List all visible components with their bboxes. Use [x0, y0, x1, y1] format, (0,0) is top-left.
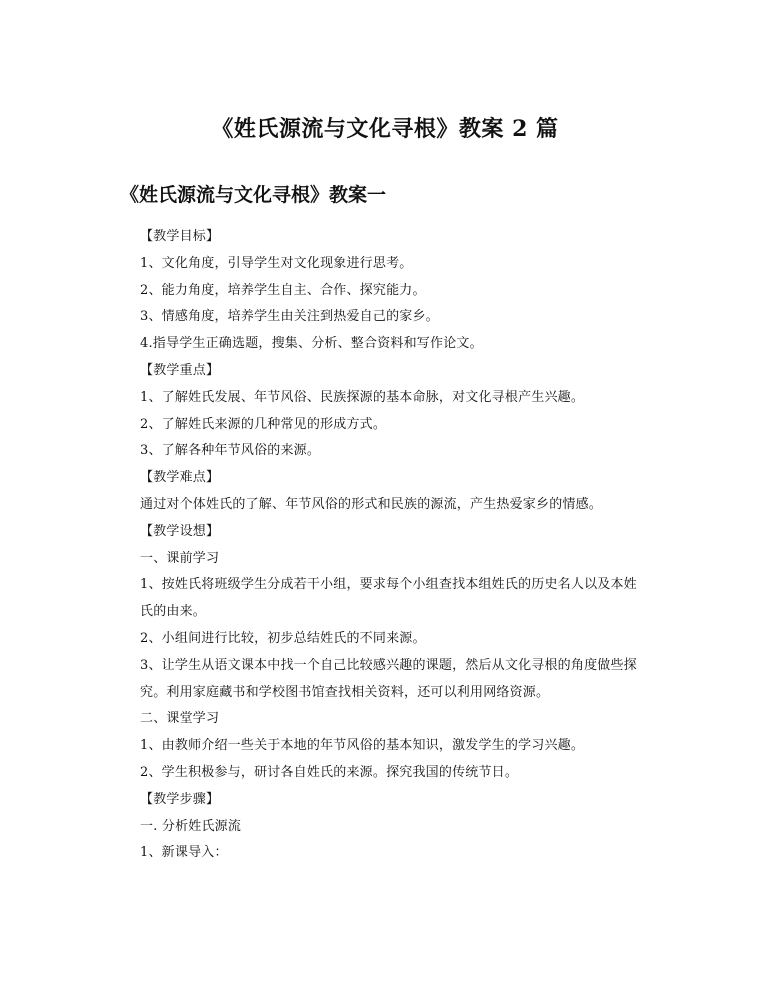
text-line: 3、让学生从语文课本中找一个自己比较感兴趣的课题，然后从文化寻根的角度做些探 [140, 657, 637, 673]
text-line: 【教学目标】 [140, 229, 220, 244]
document-title: 《姓氏源流与文化寻根》教案 2 篇 [211, 116, 559, 142]
text-line: 【教学步骤】 [140, 791, 220, 807]
text-line: 一、课前学习 [140, 550, 220, 566]
text-line: 【教学设想】 [140, 523, 220, 539]
text-line: 3、了解各种年节风俗的来源。 [140, 443, 321, 459]
text-line: 2、了解姓氏来源的几种常见的形成方式。 [140, 416, 387, 432]
text-line: 1、由教师介绍一些关于本地的年节风俗的基本知识，激发学生的学习兴趣。 [140, 738, 585, 754]
text-line: 1、了解姓氏发展、年节风俗、民族探源的基本命脉，对文化寻根产生兴趣。 [140, 389, 585, 405]
body-text [140, 224, 660, 867]
text-line: 1、按姓氏将班级学生分成若干小组，要求每个小组查找本组姓氏的历史名人以及本姓 [140, 577, 637, 593]
text-line: 一. 分析姓氏源流 [140, 818, 242, 834]
text-line: 2、学生积极参与，研讨各自姓氏的来源。探究我国的传统节日。 [140, 764, 519, 780]
text-line: 4.指导学生正确选题，搜集、分析、整合资料和写作论文。 [140, 336, 483, 352]
text-line: 1、新课导入： [140, 845, 228, 861]
text-line: 2、能力角度，培养学生自主、合作、探究能力。 [140, 282, 426, 298]
text-line: 究。利用家庭藏书和学校图书馆查找相关资料，还可以利用网络资源。 [140, 684, 550, 700]
text-line: 【教学重点】 [140, 362, 220, 378]
text-line: 氏的由来。 [140, 604, 207, 620]
text-line: 3、情感角度，培养学生由关注到热爱自己的家乡。 [140, 309, 439, 325]
text-line: 1、文化角度，引导学生对文化现象进行思考。 [140, 255, 413, 271]
text-line: 通过对个体姓氏的了解、年节风俗的形式和民族的源流，产生热爱家乡的情感。 [140, 496, 603, 512]
section-title: 《姓氏源流与文化寻根》教案一 [120, 184, 387, 206]
text-line: 2、小组间进行比较，初步总结姓氏的不同来源。 [140, 630, 426, 646]
text-line: 【教学难点】 [140, 470, 220, 486]
text-line: 二、课堂学习 [140, 711, 220, 727]
